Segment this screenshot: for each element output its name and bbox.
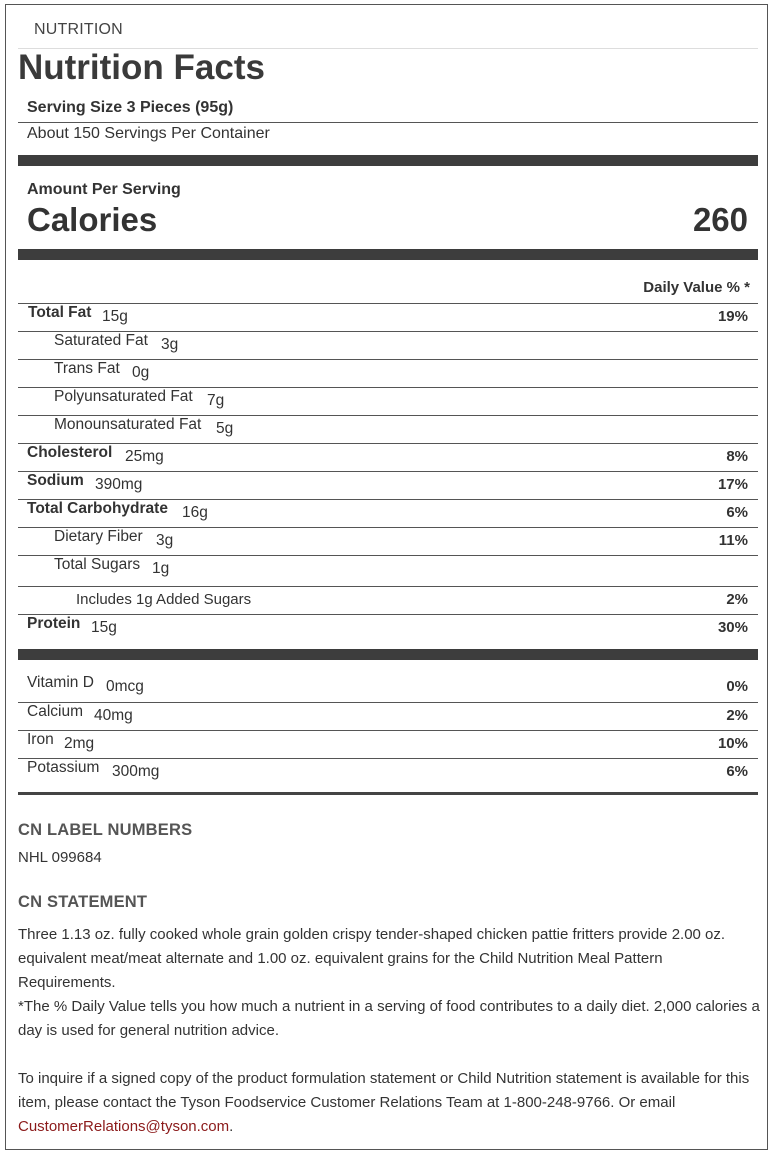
nutrient-dv: 11% xyxy=(718,532,748,549)
vitamin-amount: 0mcg xyxy=(106,678,144,695)
nutrient-name: Total Sugars xyxy=(54,556,141,573)
nutrient-amount: 390mg xyxy=(95,476,143,493)
inquiry-text xyxy=(18,1067,763,1139)
servings-per-container: About 150 Servings Per Container xyxy=(27,125,270,142)
nutrient-dv: 17% xyxy=(717,476,748,493)
nutrition-facts-title: Nutrition Facts xyxy=(18,48,265,87)
nutrient-name: Includes 1g Added Sugars xyxy=(76,591,252,608)
vitamin-dv: 6% xyxy=(726,763,748,780)
nutrient-row-total-sugars xyxy=(18,555,758,586)
nutrient-row-dietary-fiber xyxy=(18,527,758,555)
nutrient-amount: 16g xyxy=(182,504,208,521)
nutrient-name: Total Fat xyxy=(28,304,92,321)
vitamin-amount: 40mg xyxy=(94,707,133,724)
calories-label: Calories xyxy=(27,201,158,238)
customer-relations-email-link[interactable]: CustomerRelations@tyson.com xyxy=(18,1118,230,1135)
serving-divider xyxy=(18,122,758,123)
serving-size: Serving Size 3 Pieces (95g) xyxy=(27,99,234,116)
cn-label-numbers-heading: CN LABEL NUMBERS xyxy=(18,821,193,839)
nutrient-name: Dietary Fiber xyxy=(54,528,143,545)
nutrient-dv: 30% xyxy=(717,619,748,636)
amount-per-serving: Amount Per Serving xyxy=(27,181,181,198)
vitamin-amount: 300mg xyxy=(112,763,160,780)
thick-divider-top xyxy=(18,155,758,166)
nutrient-amount: 7g xyxy=(207,392,225,409)
vitamin-name: Calcium xyxy=(27,703,83,720)
vitamin-dv: 0% xyxy=(726,678,748,695)
nutrient-row-trans-fat xyxy=(18,359,758,387)
nutrient-amount: 0g xyxy=(132,364,150,381)
vitamin-row-calcium xyxy=(18,702,758,730)
nutrient-name: Protein xyxy=(27,615,81,632)
nutrient-row-protein xyxy=(18,614,758,642)
nutrient-dv: 6% xyxy=(726,504,748,521)
vitamin-dv: 10% xyxy=(717,735,748,752)
bottom-divider xyxy=(18,792,758,795)
section-tab-nutrition[interactable]: NUTRITION xyxy=(34,21,123,38)
nutrient-name: Polyunsaturated Fat xyxy=(54,388,193,405)
vitamin-dv: 2% xyxy=(726,707,748,724)
vitamin-name: Iron xyxy=(27,731,54,748)
vitamin-amount: 2mg xyxy=(64,735,95,752)
inquiry-text-end: . xyxy=(229,1118,234,1135)
nutrient-amount: 5g xyxy=(216,420,234,437)
vitamin-name: Potassium xyxy=(27,759,100,776)
thick-divider-calories xyxy=(18,249,758,260)
thick-divider-vitamins xyxy=(18,649,758,660)
calories-value: 260 xyxy=(692,201,748,238)
nutrient-name: Total Carbohydrate xyxy=(27,500,168,517)
nutrient-dv: 8% xyxy=(726,448,748,465)
inquiry-text-body: To inquire if a signed copy of the product formulation statement or Child Nutrition statement is available for this item, please contact the Tyson Foodservice Customer Relations Team at 1-800-248-9766. Or email xyxy=(18,1070,750,1111)
nutrient-row-saturated-fat xyxy=(18,331,758,359)
nutrient-row-polyunsaturated-fat xyxy=(18,387,758,415)
vitamin-row-vitamin-d xyxy=(18,674,758,702)
nutrient-row-added-sugars xyxy=(18,586,758,614)
nutrient-name: Sodium xyxy=(27,472,84,489)
nutrient-name: Monounsaturated Fat xyxy=(54,416,202,433)
nutrient-name: Cholesterol xyxy=(27,444,113,461)
nutrient-name: Trans Fat xyxy=(54,360,120,377)
cn-statement-text: Three 1.13 oz. fully cooked whole grain golden crispy tender-shaped chicken pattie fritters provide 2.00 oz. equivalent meat/meat alternate and 1.00 oz. equivalent grains for the Child Nutrition Meal Pattern Requirements. xyxy=(18,926,726,991)
nutrient-row-sodium xyxy=(18,471,758,499)
nutrient-amount: 25mg xyxy=(125,448,164,465)
vitamin-row-iron xyxy=(18,730,758,758)
nutrient-amount: 1g xyxy=(152,560,170,577)
nutrient-dv: 19% xyxy=(717,308,748,325)
nutrient-row-total-fat xyxy=(18,303,758,331)
vitamin-row-potassium xyxy=(18,758,758,786)
nutrient-amount: 3g xyxy=(156,532,174,549)
nutrient-dv: 2% xyxy=(726,591,748,608)
nutrient-name: Saturated Fat xyxy=(54,332,148,349)
cn-statement-heading: CN STATEMENT xyxy=(18,893,148,911)
nutrient-amount: 15g xyxy=(102,308,128,325)
daily-value-footnote: *The % Daily Value tells you how much a nutrient in a serving of food contributes to a daily diet. 2,000 calories a day is used for general nutrition advice. xyxy=(18,998,760,1039)
vitamin-name: Vitamin D xyxy=(27,674,94,691)
daily-value-header: Daily Value % * xyxy=(643,279,750,296)
nutrient-row-cholesterol xyxy=(18,443,758,471)
cn-label-number: NHL 099684 xyxy=(18,849,102,866)
nutrient-row-monounsaturated-fat xyxy=(18,415,758,443)
nutrient-row-total-carbohydrate xyxy=(18,499,758,527)
nutrient-amount: 3g xyxy=(161,336,179,353)
nutrient-amount: 15g xyxy=(91,619,117,636)
